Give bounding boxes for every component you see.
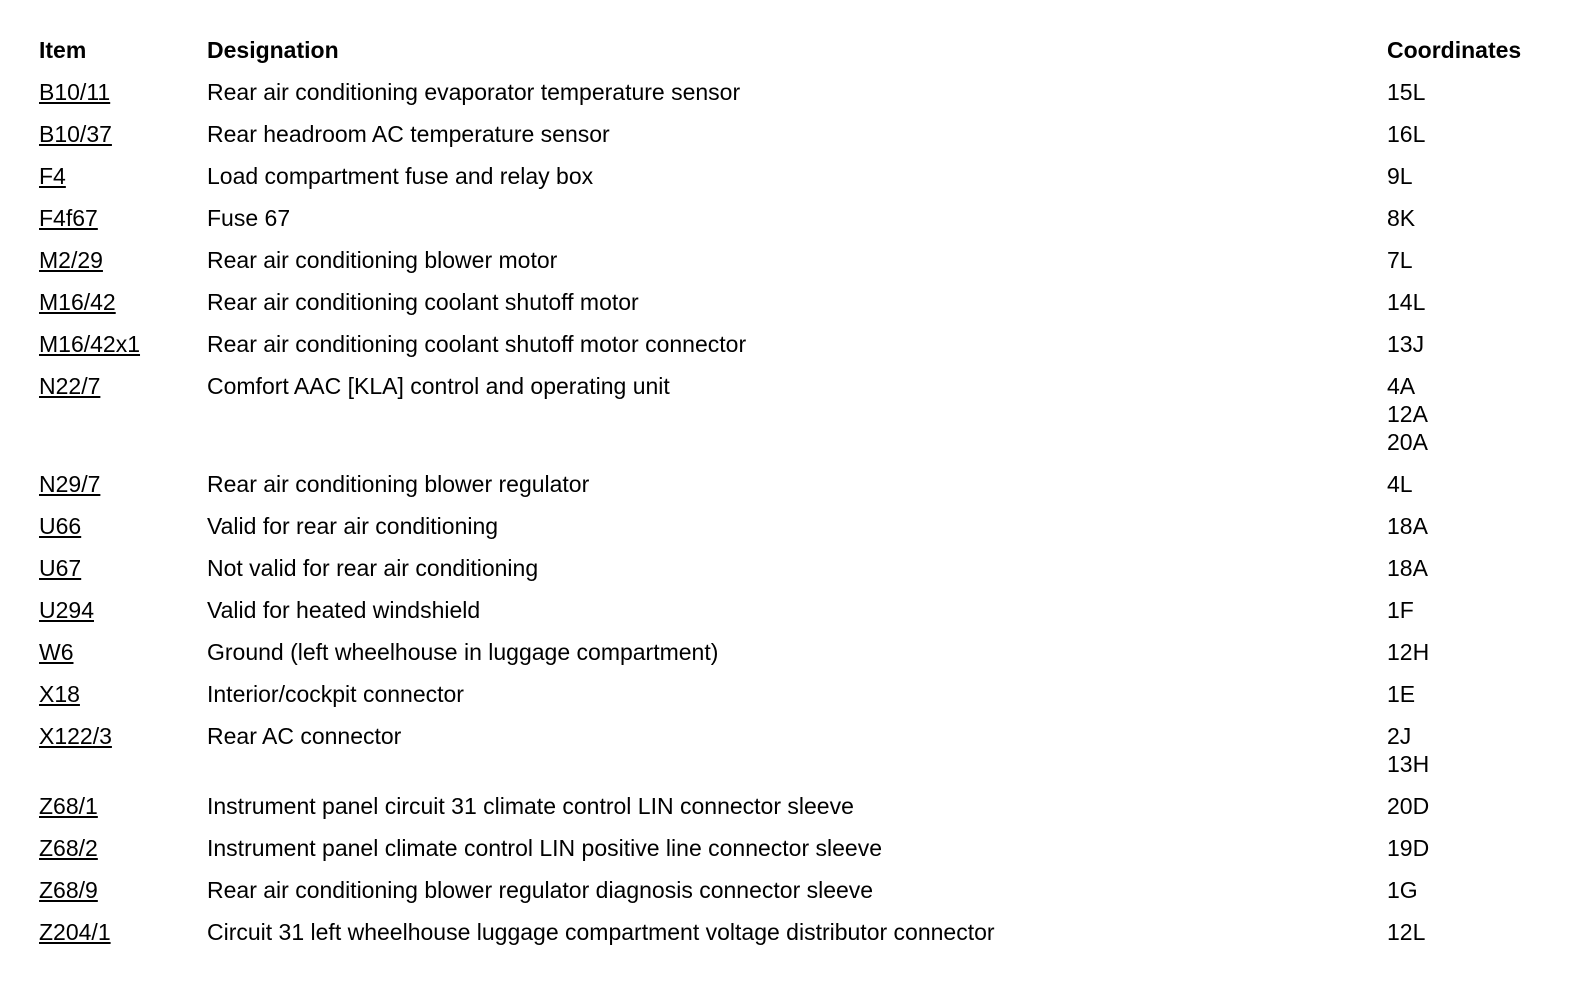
coordinate-value: 14L [1387,289,1426,315]
item-cell [39,246,207,288]
coordinates-cell [1387,792,1584,834]
coordinate-value: 4A [1387,373,1416,399]
table-row [39,554,1584,596]
header-item: Item [39,37,87,63]
item-link[interactable]: W6 [39,639,74,665]
designation-cell: Load compartment fuse and relay box [207,163,594,189]
designation-cell: Valid for heated windshield [207,597,481,623]
item-cell [39,596,207,638]
coordinates-cell [1387,78,1584,120]
component-legend-table [39,36,1584,960]
coordinate-value: 18A [1387,555,1428,581]
coordinates-cell [1387,470,1584,512]
table-row [39,372,1584,470]
table-row [39,288,1584,330]
designation-cell: Rear air conditioning blower regulator diagnosis connector sleeve [207,877,874,903]
designation-cell: Ground (left wheelhouse in luggage compartment) [207,639,719,665]
item-link[interactable]: U66 [39,513,82,539]
item-cell [39,638,207,680]
table-row [39,834,1584,876]
coordinates-cell [1387,596,1584,638]
coordinate-value: 15L [1387,79,1426,105]
table-row [39,918,1584,960]
designation-cell: Rear air conditioning coolant shutoff motor connector [207,331,747,357]
item-cell [39,204,207,246]
table-row [39,876,1584,918]
item-cell [39,512,207,554]
coordinate-value: 20D [1387,793,1430,819]
coordinate-value: 1E [1387,681,1416,707]
designation-cell: Instrument panel climate control LIN positive line connector sleeve [207,835,883,861]
item-cell [39,78,207,120]
table-row [39,722,1584,792]
item-link[interactable]: M16/42x1 [39,331,141,357]
item-link[interactable]: X122/3 [39,723,112,749]
table-row [39,246,1584,288]
item-cell [39,372,207,470]
coordinates-cell [1387,204,1584,246]
designation-cell: Rear air conditioning blower regulator [207,471,590,497]
table-row [39,120,1584,162]
coordinate-value: 18A [1387,513,1428,539]
item-link[interactable]: B10/11 [39,79,111,105]
item-link[interactable]: B10/37 [39,121,112,147]
designation-cell: Interior/cockpit connector [207,681,464,707]
coordinates-cell [1387,876,1584,918]
designation-cell: Rear headroom AC temperature sensor [207,121,610,147]
coordinate-value: 8K [1387,205,1416,231]
coordinate-value: 1G [1387,877,1418,903]
table-row [39,204,1584,246]
table-row [39,680,1584,722]
item-cell [39,918,207,960]
coordinates-cell [1387,120,1584,162]
coordinate-value: 7L [1387,247,1413,273]
coordinate-value: 12L [1387,919,1426,945]
coordinate-value: 4L [1387,471,1413,497]
table-row [39,638,1584,680]
item-cell [39,834,207,876]
header-coordinates: Coordinates [1387,37,1522,63]
item-cell [39,722,207,792]
table-row [39,596,1584,638]
designation-cell: Valid for rear air conditioning [207,513,499,539]
designation-cell: Rear air conditioning coolant shutoff motor [207,289,639,315]
designation-cell: Rear air conditioning evaporator temperature sensor [207,79,741,105]
item-link[interactable]: F4 [39,163,66,189]
coordinate-value: 9L [1387,163,1413,189]
coordinates-cell [1387,372,1584,470]
item-link[interactable]: Z204/1 [39,919,111,945]
coordinates-cell [1387,330,1584,372]
item-cell [39,288,207,330]
designation-cell: Rear AC connector [207,723,402,749]
item-cell [39,680,207,722]
table-row [39,162,1584,204]
designation-cell: Circuit 31 left wheelhouse luggage compartment voltage distributor connector [207,919,995,945]
coordinate-value: 13J [1387,331,1425,357]
coordinates-cell [1387,722,1584,792]
item-link[interactable]: U67 [39,555,82,581]
item-cell [39,330,207,372]
coordinates-cell [1387,918,1584,960]
item-link[interactable]: Z68/1 [39,793,98,819]
coordinate-value: 20A [1387,429,1428,455]
coordinate-value: 12H [1387,639,1430,665]
item-link[interactable]: F4f67 [39,205,98,231]
table-row [39,78,1584,120]
table-row [39,792,1584,834]
coordinates-cell [1387,834,1584,876]
designation-cell: Rear air conditioning blower motor [207,247,558,273]
coordinates-cell [1387,246,1584,288]
item-cell [39,162,207,204]
item-link[interactable]: N29/7 [39,471,101,497]
coordinate-value: 1F [1387,597,1414,623]
item-cell [39,120,207,162]
table-body [39,78,1584,960]
designation-cell: Fuse 67 [207,205,291,231]
coordinates-cell [1387,680,1584,722]
item-cell [39,876,207,918]
coordinates-cell [1387,554,1584,596]
coordinate-value: 2J [1387,723,1412,749]
item-link[interactable]: Z68/9 [39,877,98,903]
designation-cell: Not valid for rear air conditioning [207,555,539,581]
coordinates-cell [1387,638,1584,680]
coordinates-cell [1387,288,1584,330]
item-link[interactable]: U294 [39,597,94,623]
table-header-row [39,36,1584,78]
header-designation: Designation [207,37,339,63]
item-link[interactable]: M2/29 [39,247,103,273]
coordinate-value: 16L [1387,121,1426,147]
coordinates-cell [1387,162,1584,204]
item-cell [39,470,207,512]
item-link[interactable]: Z68/2 [39,835,98,861]
item-link[interactable]: M16/42 [39,289,116,315]
coordinate-value: 19D [1387,835,1430,861]
table-row [39,470,1584,512]
item-cell [39,792,207,834]
designation-cell: Comfort AAC [KLA] control and operating unit [207,373,670,399]
item-link[interactable]: N22/7 [39,373,101,399]
item-cell [39,554,207,596]
table-row [39,330,1584,372]
coordinate-value: 13H [1387,751,1430,777]
item-link[interactable]: X18 [39,681,80,707]
coordinate-value: 12A [1387,401,1428,427]
coordinates-cell [1387,512,1584,554]
table-row [39,512,1584,554]
designation-cell: Instrument panel circuit 31 climate control LIN connector sleeve [207,793,854,819]
